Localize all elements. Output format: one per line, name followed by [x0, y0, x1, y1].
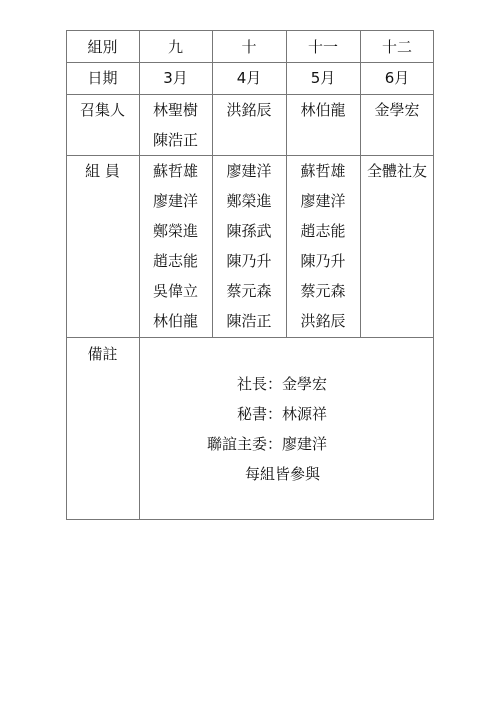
convener-name: 洪銘辰 — [226, 101, 272, 119]
member-name: 陳乃升 — [300, 252, 346, 270]
member-name: 洪銘辰 — [300, 312, 346, 330]
member-name: 廖建洋 — [300, 192, 346, 210]
date-group-12: 6月 — [384, 69, 410, 87]
note-all-groups: 每組皆參與 — [245, 465, 321, 483]
convener-name: 林伯龍 — [300, 101, 346, 119]
member-name: 廖建洋 — [152, 192, 198, 210]
group-11: 十一 — [307, 38, 338, 56]
convener-group-9 — [139, 95, 212, 155]
group-9: 九 — [167, 38, 183, 56]
convener-name: 陳浩正 — [152, 131, 198, 149]
note-president: 社長：金學宏 — [237, 375, 328, 393]
member-name: 蘇哲雄 — [300, 162, 346, 180]
date-group-9: 3月 — [163, 69, 188, 87]
members-group-10 — [212, 156, 286, 336]
member-name: 蔡元森 — [300, 282, 346, 300]
member-name: 陳浩正 — [226, 312, 272, 330]
group-10: 十 — [241, 38, 257, 56]
member-name: 林伯龍 — [152, 312, 198, 330]
convener-label: 召集人 — [79, 101, 125, 119]
member-name: 蘇哲雄 — [152, 162, 198, 180]
members-label: 組 員 — [85, 162, 120, 180]
date-group-11: 5月 — [310, 69, 336, 87]
member-name: 鄭榮進 — [152, 222, 198, 240]
members-group-11 — [286, 156, 360, 336]
member-name: 全體社友 — [366, 162, 427, 180]
convener-name: 林聖樹 — [152, 101, 198, 119]
convener-group-11 — [286, 95, 360, 125]
convener-group-10 — [212, 95, 286, 125]
member-name: 趙志能 — [300, 222, 346, 240]
convener-group-12 — [360, 95, 434, 125]
convener-name: 金學宏 — [374, 101, 420, 119]
member-name: 鄭榮進 — [226, 192, 272, 210]
member-name: 趙志能 — [152, 252, 198, 270]
member-name: 吳偉立 — [152, 282, 198, 300]
members-group-9 — [139, 156, 212, 336]
date-label: 日期 — [87, 69, 118, 87]
group-label: 組別 — [87, 38, 118, 56]
note-fellowship-chair: 聯誼主委：廖建洋 — [207, 435, 328, 453]
group-12: 十二 — [381, 38, 412, 56]
date-group-10: 4月 — [236, 69, 262, 87]
member-name: 陳孫武 — [226, 222, 272, 240]
member-name: 蔡元森 — [226, 282, 272, 300]
note-secretary: 秘書：林源祥 — [237, 405, 328, 423]
notes-label: 備註 — [87, 345, 118, 363]
members-group-12 — [360, 156, 434, 186]
member-name: 廖建洋 — [226, 162, 272, 180]
member-name: 陳乃升 — [226, 252, 272, 270]
